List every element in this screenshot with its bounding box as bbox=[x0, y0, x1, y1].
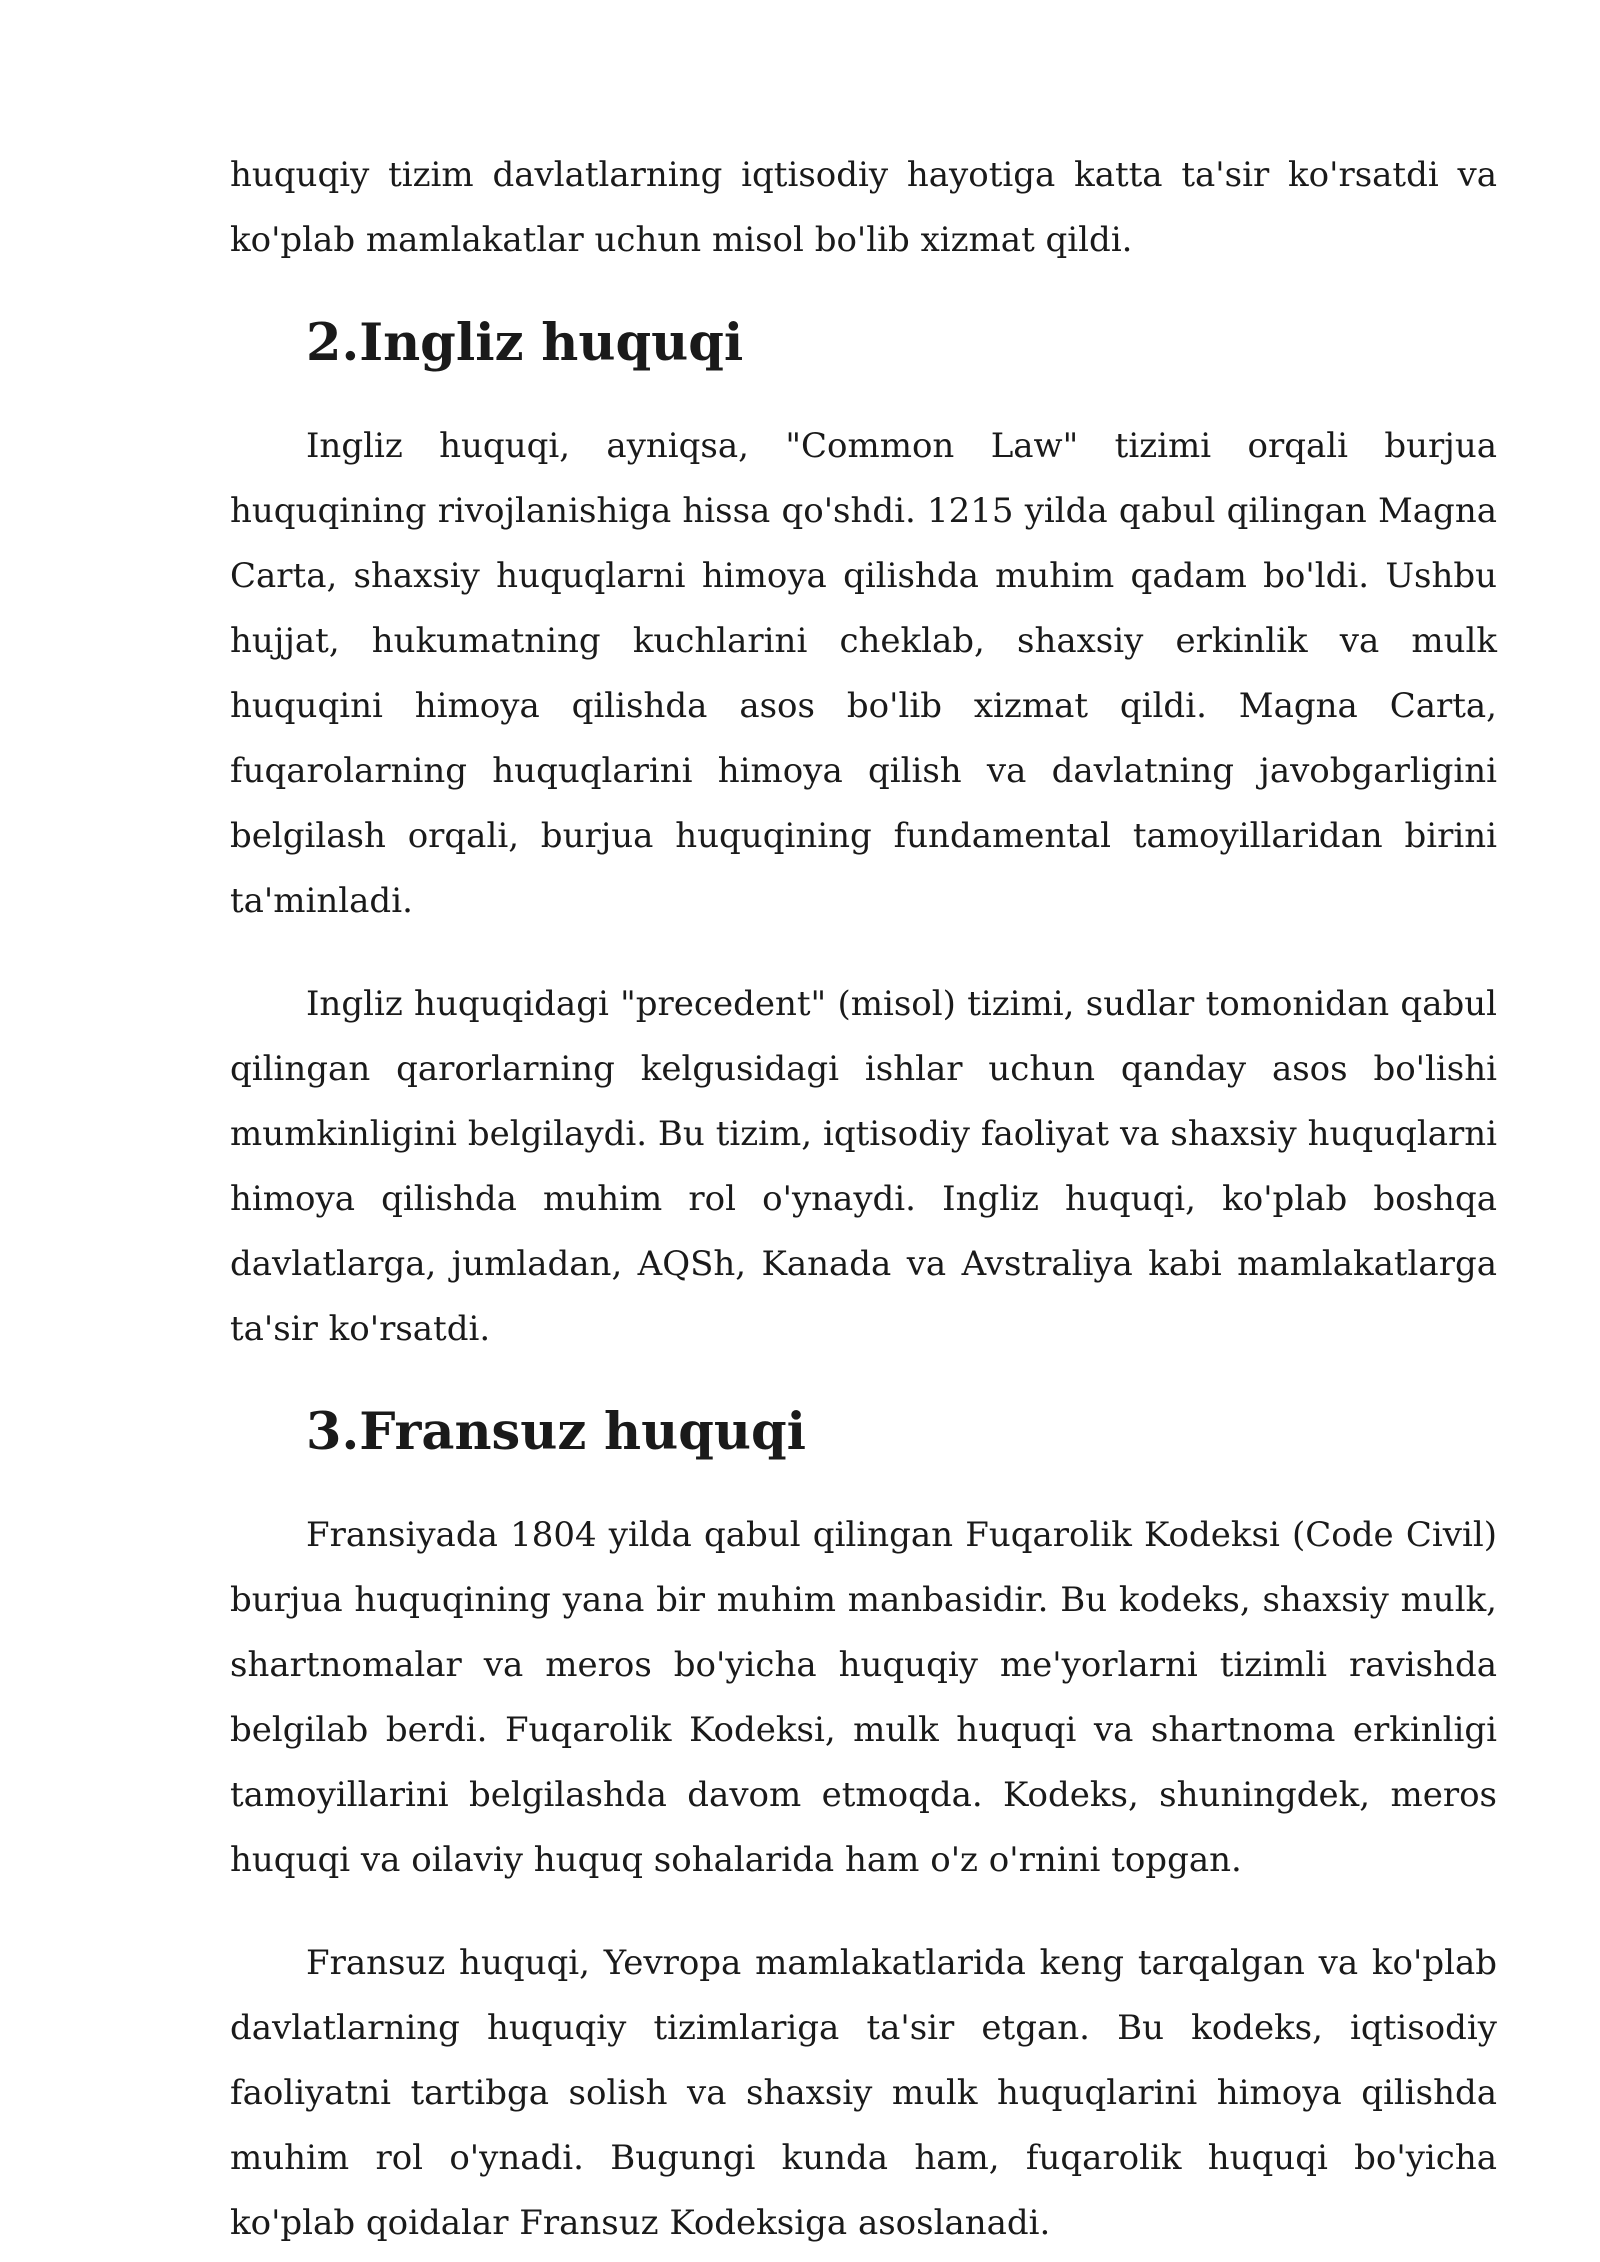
section-heading-fransuz-huquqi: 3.Fransuz huquqi bbox=[306, 1402, 806, 1462]
paragraph-precedent: Ingliz huquqidagi "precedent" (misol) tizimi, sudlar tomonidan qabul qilingan qarorlarning kelgusidagi ishlar uchun qanday asos bo'lishi mumkinligini belgilaydi. Bu tizim, iqtisodiy faoliyat va shaxsiy huquqlarni himoya qilishda muhim rol o'ynaydi. Ingliz huquqi, ko'plab boshqa davlatlarga, jumladan, AQSh, Kanada va Avstraliya kabi mamlakatlarga ta'sir ko'rsatdi. bbox=[230, 984, 1497, 1349]
paragraph-code-civil: Fransiyada 1804 yilda qabul qilingan Fuqarolik Kodeksi (Code Civil) burjua huquqining yana bir muhim manbasidir. Bu kodeks, shaxsiy mulk, shartnomalar va meros bo'yicha huquqiy me'yorlarni tizimli ravishda belgilab berdi. Fuqarolik Kodeksi, mulk huquqi va shartnoma erkinligi tamoyillarini belgilashda davom etmoqda. Kodeks, shuningdek, meros huquqi va oilaviy huquq sohalarida ham o'z o'rnini topgan. bbox=[230, 1515, 1497, 1880]
section-heading-ingliz-huquqi: 2.Ingliz huquqi bbox=[306, 313, 744, 373]
paragraph-continuation: huquqiy tizim davlatlarning iqtisodiy hayotiga katta ta'sir ko'rsatdi va ko'plab mamlakatlar uchun misol bo'lib xizmat qildi. bbox=[230, 155, 1497, 260]
paragraph-fransuz-influence: Fransuz huquqi, Yevropa mamlakatlarida keng tarqalgan va ko'plab davlatlarning huquqiy tizimlariga ta'sir etgan. Bu kodeks, iqtisodiy faoliyatni tartibga solish va shaxsiy mulk huquqlarini himoya qilishda muhim rol o'ynadi. Bugungi kunda ham, fuqarolik huquqi bo'yicha ko'plab qoidalar Fransuz Kodeksiga asoslanadi. bbox=[230, 1943, 1497, 2243]
paragraph-common-law: Ingliz huquqi, ayniqsa, "Common Law" tizimi orqali burjua huquqining rivojlanishiga hissa qo'shdi. 1215 yilda qabul qilingan Magna Carta, shaxsiy huquqlarni himoya qilishda muhim qadam bo'ldi. Ushbu hujjat, hukumatning kuchlarini cheklab, shaxsiy erkinlik va mulk huquqini himoya qilishda asos bo'lib xizmat qildi. Magna Carta, fuqarolarning huquqlarini himoya qilish va davlatning javobgarligini belgilash orqali, burjua huquqining fundamental tamoyillaridan birini ta'minladi. bbox=[230, 426, 1497, 921]
